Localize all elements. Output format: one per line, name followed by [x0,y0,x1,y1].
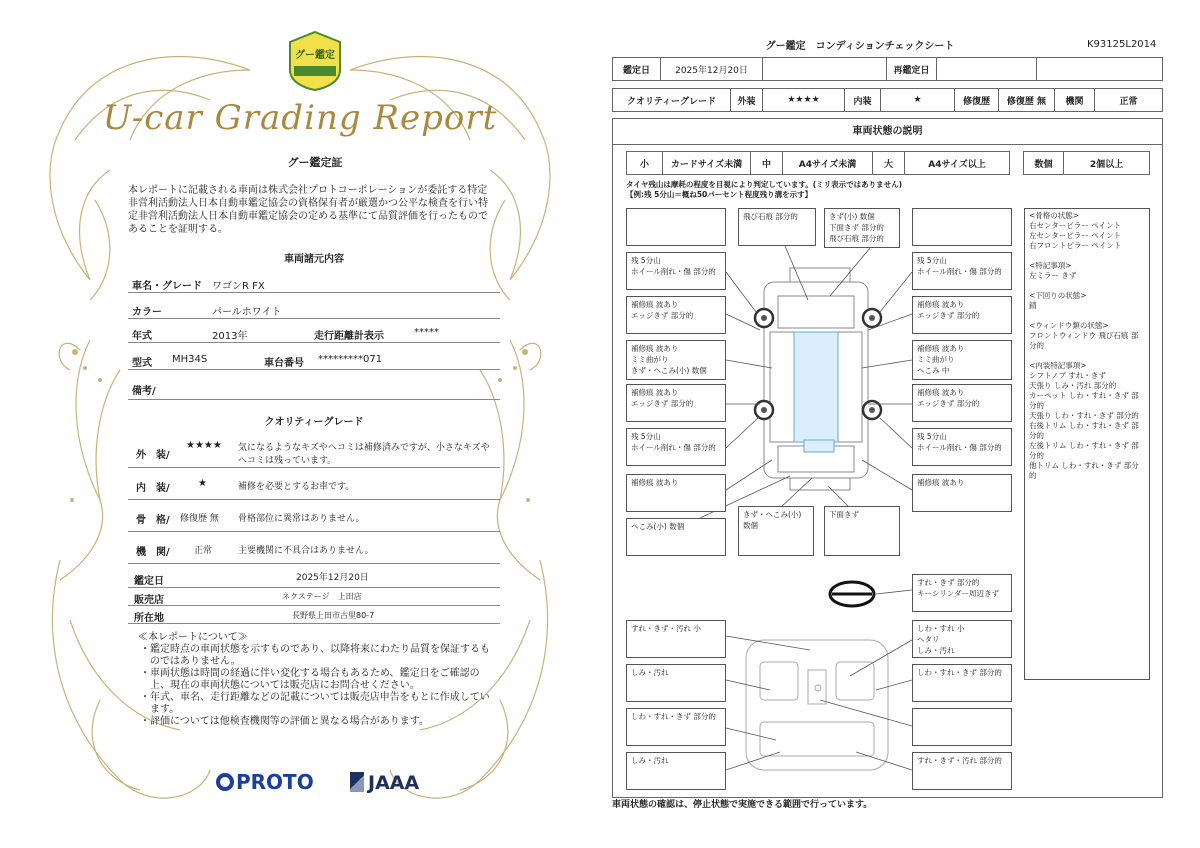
note-item: ・評価については他検査機関等の評価と異なる場合があります。 [140,716,429,727]
box-line: 残 5分山 [917,432,947,441]
side-notes [1024,208,1150,680]
note-line: フロントウィンドウ 飛び石痕 部分的 [1029,331,1139,350]
tire-note-example: 【例:残 5分山＝概ね50パーセント程度残り溝を示す】 [626,190,813,199]
exterior-grade: ★★★★ [186,440,222,451]
box-line: 補修痕 波あり [631,344,679,353]
box-line: キーシリンダー周辺きず [917,589,1000,598]
note-line: 左センターピラー ペイント [1029,231,1122,240]
box-line: 補修痕 波あり [917,388,965,397]
note-line: 右センターピラー ペイント [1029,221,1122,230]
box-line: エッジきず 部分的 [631,399,694,408]
note-line: カーペット しわ・すれ・きず 部分的 [1029,391,1139,410]
note-line: 錆 [1029,301,1037,310]
panel-title: 車両状態の説明 [613,119,1162,145]
note-line: 右フロントピラー ペイント [1029,241,1122,250]
script-title: U-car Grading Report [102,98,498,138]
box-line: すれ・きず・汚れ 部分的 [917,756,1002,765]
chassis-label: 車台番号 [264,358,304,369]
interior-box-trim-left [626,708,726,746]
tire-note-line: タイヤ残山は摩耗の程度を目視により判定しています。(ミリ表示ではありません) [626,180,903,189]
box-line: ホイール削れ・傷 部分的 [631,267,716,276]
certificate-title: グー鑑定証 [287,156,343,169]
interior-box-trim-right [912,664,1012,702]
box-line: 残 5分山 [917,256,947,265]
box-line: 補修痕 波あり [631,388,679,397]
exterior-box-tire-fl [626,252,726,290]
exterior-label: 外 装/ [136,450,170,461]
box-line: ミミ曲がり [631,355,669,364]
box-line: 下面きず [829,510,859,519]
interior-desc: 補修を必要とするお車です。 [238,482,355,492]
note-line: 天張り しわ・すれ・きず 部分的 [1029,411,1139,420]
box-line: 補修痕 波あり [631,300,679,309]
quality-heading: クオリティーグレード [264,417,364,428]
box-line: ミミ曲がり [917,355,955,364]
proto-logo-text: PROTO [236,770,314,794]
year-value: 2013年 [212,331,248,342]
exterior-box-quarter-right [912,474,1012,512]
box-line: ホイール削れ・傷 部分的 [631,443,716,452]
notes-title: ≪本レポートについて≫ [138,632,248,643]
exterior-desc-2: ヘコミは残っています。 [238,456,337,466]
engine-desc: 主要機関に不具合はありません。 [238,546,374,556]
note-title: <骨格の状態> [1029,211,1080,220]
box-line: きず(小) 数個 [829,212,875,221]
note-title: <特記事項> [1029,261,1072,270]
note-group-interior [1029,361,1145,481]
model-value: MH34S [172,354,208,365]
exterior-box-rear-left [626,518,726,556]
size-large-desc: A4サイズ以上 [928,159,986,170]
history-label: 修復歴 [955,89,999,111]
specs-heading: 車両諸元内容 [284,254,344,265]
box-line: しわ・すれ・きず 部分的 [631,712,716,721]
int-value: ★ [881,89,955,111]
engine-label: 機 関/ [136,547,170,558]
note-item: ・鑑定時点の車両状態を示すものであり、以降将来にわたり品質を保証するものではありません。 [140,644,490,667]
chassis-value: *********071 [318,354,383,365]
interior-box-seat-driver [912,620,1012,658]
int-label: 内装 [845,89,881,111]
engine-value: 正常 [1119,96,1138,107]
name-label: 車名・グレード [132,281,202,292]
interior-box-rear-right [912,752,1012,790]
exterior-box-tire-rl [626,428,726,466]
box-line: 飛び石痕 部分的 [829,234,884,243]
frame-grade: 修復歴 無 [180,514,219,524]
badge-text: グー鑑定 [295,50,335,61]
box-line: エッジきず 部分的 [631,311,694,320]
redate-label: 再鑑定日 [887,58,937,80]
note-group-frame [1029,211,1145,251]
box-line: ヘこみ(小) 数個 [631,522,685,531]
exterior-box-tire-rr [912,428,1012,466]
size-small-desc: カードサイズ未満 [663,152,751,174]
interior-grade: ★ [198,478,207,489]
name-value: ワゴンR FX [212,281,265,292]
address-label: 所在地 [134,613,164,624]
history-value: 修復歴 無 [999,89,1055,111]
exterior-box-rear-bumper [824,506,900,556]
interior-box-steering [912,574,1012,612]
box-line: 下面きず 部分的 [829,223,884,232]
box-line: 補修痕 波あり [631,478,679,487]
box-line: しみ・汚れ [917,646,955,655]
frame-label: 骨 格/ [136,515,170,526]
exterior-box-fender-right [912,296,1012,334]
exterior-box-tire-fr [912,252,1012,290]
box-line: しみ・汚れ [631,668,669,677]
size-medium-desc: A4サイズ未満 [783,152,873,174]
exterior-box-door-rl [626,384,726,422]
box-line: 補修痕 波あり [917,478,965,487]
note-line: 天張り しみ・汚れ 部分的 [1029,381,1117,390]
appraisal-date-label: 鑑定日 [134,576,164,587]
note-group-underbody [1029,291,1145,311]
box-line: すれ・きず・汚れ 小 [631,624,701,633]
box-line: 補修痕 波あり [917,344,965,353]
box-line: エッジきず 部分的 [917,399,980,408]
note-group-windows [1029,321,1145,351]
note-line: 左ミラー きず [1029,271,1077,280]
note-line: 他トリム しわ・すれ・きず 部分的 [1029,461,1139,480]
interior-box-seat-passenger [626,664,726,702]
engine-label: 機関 [1055,89,1095,111]
frame-desc: 骨格部位に異常はありません。 [238,514,365,524]
appraisal-date-value: 2025年12月20日 [296,573,369,583]
quality-grade-label: クオリティーグレード [613,89,731,111]
box-line: 残 5分山 [631,256,661,265]
year-label: 年式 [132,331,152,342]
certificate-statement: 本レポートに記載される車両は株式会社プロトコーポレーションが委託する特定非営利活動法人日本自動車鑑定協会の資格保有者が厳選かつ公平な検査を行い特定非営利活動法人日本自動車鑑定協会の定める基準にて品質評価を行ったものであることを証明する。 [128,185,488,235]
interior-box-ceiling [626,620,726,658]
interior-box-console [912,708,1012,746]
count-label: 数個 [1024,152,1064,174]
box-line: しみ・汚れ [631,756,669,765]
exterior-box-fender-left [626,296,726,334]
exterior-box-front-bumper [824,208,900,248]
size-medium: 中 [751,152,783,174]
box-line: ヘタリ [917,635,940,644]
interior-box-rear-left [626,752,726,790]
address-value: 長野県上田市古里80-7 [292,611,375,620]
exterior-box-rear-gate [738,506,814,556]
note-title: <内装特記事項> [1029,361,1087,370]
sheet-footer: 車両状態の確認は、停止状態で実施できる範囲で行っています。 [612,800,873,810]
exterior-box-door-fl [626,340,726,380]
box-line: しわ・すれ・きず 部分的 [917,668,1002,677]
color-label: カラー [132,307,162,318]
model-label: 型式 [132,358,152,369]
sheet-id: K93125L2014 [1087,39,1157,50]
exterior-box-door-rr [912,384,1012,422]
note-line: 右後トリム しわ・すれ・きず 部分的 [1029,421,1139,440]
remarks-label: 備考/ [132,386,156,397]
exterior-box-front-left [626,208,726,246]
note-title: <下回りの状態> [1029,291,1087,300]
exterior-box-front-windshield [738,208,816,246]
note-group-special [1029,261,1145,281]
mileage-value: ***** [414,327,439,338]
exterior-box-door-fr [912,340,1012,380]
size-small: 小 [627,152,663,174]
mileage-label: 走行距離計表示 [314,331,384,342]
ext-label: 外装 [731,89,763,111]
box-line: 補修痕 波あり [917,300,965,309]
note-item: ・年式、車名、走行距離などの記載については販売店申告をもとに作成しています。 [140,692,490,715]
box-line: 飛び石痕 部分的 [743,212,798,221]
interior-label: 内 装/ [136,483,170,494]
note-title: <ウィンドウ類の状態> [1029,321,1109,330]
count-desc: 2個以上 [1089,159,1124,170]
shop-value: ネクステージ 上田店 [282,592,362,601]
size-large: 大 [873,152,905,174]
box-line: きず・ヘこみ(小) 数個 [743,510,802,530]
box-line: きず・ヘこみ(小) 数個 [631,366,707,375]
box-line: ホイール削れ・傷 部分的 [917,267,1002,276]
box-line: 残 5分山 [631,432,661,441]
jaaa-logo-text: JAAA [368,772,420,794]
box-line: エッジきず 部分的 [917,311,980,320]
note-item: ・車両状態は時間の経過に伴い変化する場合もあるため、鑑定日をご確認の上、現在の車両状態については販売店にお問合せください。 [140,668,480,691]
box-line: しわ・すれ 小 [917,624,965,633]
date-value: 2025年12月20日 [661,58,763,80]
box-line: ヘこみ 中 [917,366,950,375]
engine-grade: 正常 [194,546,213,556]
ext-value: ★★★★ [763,89,845,111]
color-value: パールホワイト [212,307,282,318]
note-line: シフトノブ すれ・きず [1029,371,1106,380]
shop-label: 販売店 [134,595,164,606]
box-line: すれ・きず 部分的 [917,578,980,587]
sheet-title: グー鑑定 コンディションチェックシート [765,41,955,52]
exterior-desc: 気になるようなキズやヘコミは補修済みですが、小さなキズや [238,443,490,453]
exterior-box-quarter-left [626,474,726,512]
date-label: 鑑定日 [613,58,661,80]
note-line: 左後トリム しわ・すれ・きず 部分的 [1029,441,1139,460]
exterior-box-front-right [912,208,1012,246]
box-line: ホイール削れ・傷 部分的 [917,443,1002,452]
